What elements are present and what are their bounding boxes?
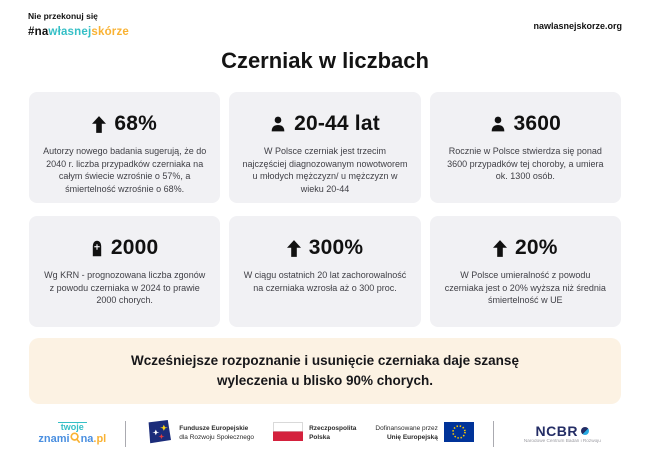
website-link[interactable]: nawlasnejskorze.org — [533, 21, 622, 31]
fundusze-label: Fundusze Europejskie dla Rozwoju Społecznego — [179, 425, 255, 441]
ncbr-mark-icon — [581, 427, 589, 435]
footer-divider — [493, 421, 494, 447]
stat-value: 20-44 lat — [294, 112, 380, 135]
poland-flag-icon — [273, 422, 303, 446]
eu-funding-logo — [375, 422, 474, 447]
rzeczpospolita-polska-logo — [273, 422, 356, 446]
twoje-znamiona-logo[interactable] — [38, 422, 106, 447]
ncbr-subtitle: Narodowe Centrum Badań i Rozwoju — [523, 439, 601, 444]
stat-card-3600 — [430, 92, 621, 203]
footer-divider — [125, 421, 126, 447]
stat-description: W ciągu ostatnich 20 lat zachorowalność na czerniaka wzrosła aż o 300 proc. — [243, 270, 407, 293]
stat-description: W Polsce czerniak jest trzecim najczęściej diagnozowanym nowotworem u młodych mężczyzn/ u mężczyzn w wieku 20-44 — [242, 146, 408, 194]
stat-headline — [41, 236, 208, 260]
twoje-znamiona-top: twoje — [58, 422, 87, 433]
magnifier-icon — [70, 432, 81, 446]
stat-headline — [241, 236, 408, 260]
campaign-logo-hashtag: #nawłasnejskórze — [28, 25, 130, 38]
page-title: Czerniak w liczbach — [221, 48, 429, 73]
footer-logos — [0, 414, 650, 454]
stat-card-20-44 — [229, 92, 420, 203]
fundusze-europejskie-logo — [145, 420, 254, 449]
stats-grid — [29, 92, 621, 327]
stat-value: 300% — [308, 236, 364, 259]
stat-card-2000 — [29, 216, 220, 327]
stat-headline — [442, 236, 609, 260]
stat-card-300 — [229, 216, 420, 327]
stat-headline — [442, 112, 609, 136]
stat-headline — [41, 112, 208, 136]
arrow-up-icon — [287, 240, 301, 257]
stat-value: 2000 — [110, 236, 159, 259]
stat-value: 3600 — [513, 112, 562, 135]
ncbr-wordmark: NCBR — [536, 423, 589, 439]
stat-headline — [241, 112, 408, 136]
arrow-up-icon — [493, 240, 507, 257]
person-icon — [490, 116, 506, 132]
stat-card-20 — [430, 216, 621, 327]
campaign-logo — [28, 12, 129, 40]
person-icon — [270, 116, 286, 132]
stat-value: 68% — [114, 112, 157, 135]
stat-description: Wg KRN - prognozowana liczba zgonów z powodu czerniaka w 2024 to prawie 2000 chorych. — [44, 270, 206, 306]
key-message-banner — [29, 338, 621, 404]
stat-value: 20% — [515, 236, 558, 259]
eu-funding-label: Dofinansowane przez Unię Europejską — [375, 425, 438, 441]
ncbr-logo — [513, 423, 612, 445]
fundusze-flag-icon — [145, 420, 173, 449]
stat-card-68 — [29, 92, 220, 203]
polska-label: Rzeczpospolita Polska — [309, 425, 357, 441]
key-message-text: Wcześniejsze rozpoznanie i usunięcie czerniaka daje szansę wyleczenia u blisko 90% chorych. — [131, 352, 519, 388]
tombstone-icon — [91, 240, 103, 257]
arrow-up-icon — [92, 116, 106, 133]
campaign-logo-tagline: Nie przekonuj się — [28, 11, 98, 21]
stat-description: W Polsce umieralność z powodu czerniaka jest o 20% wyższa niż średnia śmiertelność w UE — [444, 270, 606, 306]
twoje-znamiona-bottom: znami na .pl — [38, 433, 107, 446]
stat-description: Autorzy nowego badania sugerują, że do 2040 r. liczba przypadków czerniaka na całym świecie wzrośnie o 57%, a śmiertelność wzrośnie o 68%. — [43, 146, 207, 194]
eu-flag-icon — [444, 422, 474, 447]
stat-description: Rocznie w Polsce stwierdza się ponad 3600 przypadków tej choroby, a umiera ok. 1300 osób. — [447, 146, 604, 182]
